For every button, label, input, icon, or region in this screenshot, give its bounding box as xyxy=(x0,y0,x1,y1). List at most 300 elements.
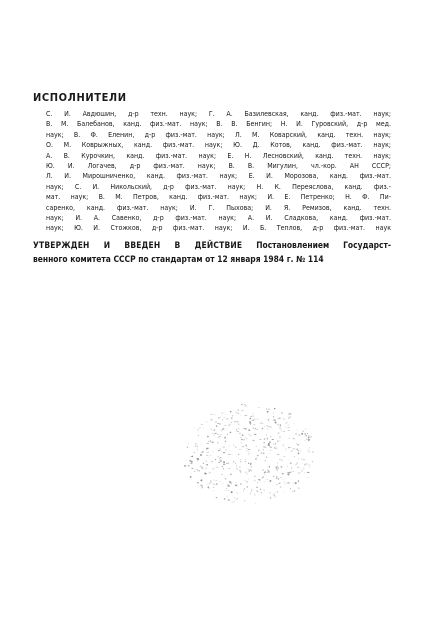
stamp-speck xyxy=(256,457,257,458)
stamp-speck xyxy=(263,442,264,443)
stamp-speck xyxy=(280,459,281,460)
stamp-speck xyxy=(210,441,211,442)
authors-line: наук; С. И. Никольский, д-р физ.-мат. наук; Н. К. Переяслова, канд. физ.- xyxy=(46,182,391,191)
stamp-speck xyxy=(293,438,294,439)
stamp-speck xyxy=(287,474,289,476)
stamp-speck xyxy=(246,448,247,449)
stamp-speck xyxy=(270,447,272,448)
stamp-speck xyxy=(239,428,240,429)
stamp-speck xyxy=(226,430,227,431)
stamp-speck xyxy=(255,459,257,460)
stamp-speck xyxy=(207,484,208,485)
authors-line: наук; Ю. И. Стожков, д-р физ.-мат. наук; И. Б. Теплов, д-р физ.-мат. наук xyxy=(46,224,391,233)
stamp-speck xyxy=(264,474,265,475)
stamp-speck xyxy=(250,493,251,494)
stamp-speck xyxy=(266,435,267,436)
stamp-speck xyxy=(236,468,238,470)
stamp-speck xyxy=(281,430,282,431)
stamp-speck xyxy=(219,482,221,483)
stamp-speck xyxy=(258,450,260,452)
stamp-speck xyxy=(221,430,222,431)
stamp-speck xyxy=(295,482,297,484)
stamp-speck xyxy=(310,436,312,438)
stamp-speck xyxy=(246,438,247,439)
stamp-speck xyxy=(240,471,241,472)
stamp-speck xyxy=(244,500,245,501)
stamp-speck xyxy=(255,428,257,429)
stamp-speck xyxy=(186,460,187,461)
stamp-speck xyxy=(216,425,218,427)
stamp-speck xyxy=(223,452,225,453)
stamp-speck xyxy=(197,429,198,430)
stamp-speck xyxy=(238,423,240,425)
stamp-speck xyxy=(225,478,227,480)
stamp-speck xyxy=(244,481,245,482)
stamp-speck xyxy=(275,497,277,498)
stamp-speck xyxy=(226,418,228,420)
stamp-speck xyxy=(276,476,277,477)
stamp-speck xyxy=(276,478,277,479)
stamp-speck xyxy=(277,462,278,463)
stamp-speck xyxy=(263,447,265,448)
stamp-speck xyxy=(226,414,227,415)
stamp-speck xyxy=(256,446,257,447)
stamp-speck xyxy=(246,473,247,474)
stamp-speck xyxy=(229,468,230,469)
stamp-speck xyxy=(295,449,296,450)
stamp-speck xyxy=(298,453,300,455)
stamp-speck xyxy=(264,471,266,473)
stamp-speck xyxy=(224,498,225,499)
approval-statement xyxy=(33,238,391,266)
stamp-speck xyxy=(226,463,227,464)
stamp-speck xyxy=(244,404,245,405)
stamp-speck xyxy=(238,454,239,455)
stamp-speck xyxy=(230,411,232,413)
stamp-speck xyxy=(197,449,198,450)
stamp-speck xyxy=(267,429,268,430)
stamp-speck xyxy=(249,470,250,471)
stamp-speck xyxy=(212,433,214,434)
authors-line: А. В. Курочкин, канд. физ.-мат. наук; Е. Н. Лесновский, канд. техн. наук; xyxy=(46,151,391,160)
stamp-speck xyxy=(213,451,214,452)
stamp-speck xyxy=(254,424,255,425)
stamp-speck xyxy=(224,443,225,444)
stamp-speck xyxy=(235,447,236,448)
stamp-speck xyxy=(228,454,230,455)
stamp-speck xyxy=(223,464,225,465)
stamp-speck xyxy=(190,463,192,464)
stamp-speck xyxy=(277,440,279,442)
stamp-speck xyxy=(218,434,219,435)
stamp-speck xyxy=(261,493,262,494)
stamp-speck xyxy=(264,426,265,427)
stamp-speck xyxy=(281,459,282,460)
stamp-speck xyxy=(249,421,251,423)
stamp-speck xyxy=(250,416,252,417)
authors-line: Л. И. Мирошниченко, канд. физ.-мат. наук; Е. И. Морозова, канд. физ.-мат. xyxy=(46,172,391,181)
stamp-speck xyxy=(194,471,195,472)
stamp-speck xyxy=(287,425,289,426)
stamp-speck xyxy=(218,456,219,457)
stamp-speck xyxy=(309,467,310,468)
stamp-speck xyxy=(240,461,242,463)
stamp-speck xyxy=(242,484,243,485)
stamp-speck xyxy=(189,460,190,461)
stamp-speck xyxy=(262,423,263,424)
stamp-speck xyxy=(251,463,252,464)
stamp-speck xyxy=(235,482,237,483)
stamp-speck xyxy=(257,429,258,430)
stamp-speck xyxy=(278,432,279,433)
stamp-speck xyxy=(219,458,220,459)
stamp-speck xyxy=(206,422,207,423)
stamp-speck xyxy=(250,435,251,436)
stamp-speck xyxy=(225,425,226,426)
stamp-speck xyxy=(269,483,270,484)
stamp-speck xyxy=(304,464,306,466)
stamp-speck xyxy=(276,446,277,447)
stamp-speck xyxy=(223,447,225,448)
stamp-speck xyxy=(214,435,215,436)
stamp-speck xyxy=(269,441,271,443)
stamp-speck xyxy=(276,469,278,471)
stamp-speck xyxy=(303,468,304,469)
stamp-speck xyxy=(197,482,199,483)
stamp-speck xyxy=(281,413,283,414)
stamp-speck xyxy=(276,448,278,449)
stamp-speck xyxy=(184,465,186,467)
stamp-speck xyxy=(211,419,213,421)
stamp-speck xyxy=(192,468,193,469)
stamp-speck xyxy=(265,460,266,461)
stamp-speck xyxy=(253,413,254,414)
stamp-speck xyxy=(234,490,235,491)
stamp-speck xyxy=(270,426,272,428)
stamp-speck xyxy=(200,466,202,467)
stamp-speck xyxy=(301,433,303,435)
authors-line: Ю. И. Логачев, д-р физ.-мат. наук; В. В. Мигулин, чл.-кор. АН СССР; xyxy=(46,161,391,170)
stamp-speck xyxy=(283,431,285,432)
approval-line: венного комитета СССР по стандартам от 12 января 1984 г. № 114 xyxy=(33,254,324,264)
stamp-speck xyxy=(293,471,294,472)
stamp-speck xyxy=(264,481,265,482)
stamp-speck xyxy=(258,479,260,480)
stamp-speck xyxy=(278,468,279,469)
stamp-speck xyxy=(257,455,258,456)
stamp-speck xyxy=(307,433,308,434)
stamp-speck xyxy=(306,438,308,440)
stamp-speck xyxy=(205,469,206,470)
stamp-speck xyxy=(236,493,238,494)
stamp-speck xyxy=(287,466,288,467)
authors-list xyxy=(46,109,391,234)
stamp-speck xyxy=(263,449,264,450)
stamp-speck xyxy=(298,488,299,489)
stamp-speck xyxy=(266,408,267,409)
stamp-speck xyxy=(288,430,290,431)
stamp-speck xyxy=(290,413,292,414)
stamp-speck xyxy=(221,451,222,452)
stamp-speck xyxy=(263,470,264,471)
stamp-speck xyxy=(215,433,216,434)
stamp-speck xyxy=(232,415,233,416)
stamp-speck xyxy=(277,492,278,493)
stamp-speck xyxy=(300,451,301,452)
stamp-speck xyxy=(305,428,306,429)
stamp-speck xyxy=(270,450,271,451)
stamp-speck xyxy=(243,428,245,429)
stamp-speck xyxy=(290,462,292,464)
stamp-speck xyxy=(254,434,256,435)
stamp-speck xyxy=(291,468,292,469)
stamp-speck xyxy=(202,487,203,488)
stamp-speck xyxy=(279,437,281,438)
stamp-speck xyxy=(299,434,301,436)
stamp-speck xyxy=(241,404,242,405)
stamp-speck xyxy=(281,466,283,468)
stamp-speck xyxy=(225,441,226,442)
stamp-speck xyxy=(293,448,295,449)
stamp-speck xyxy=(286,449,287,450)
stamp-speck xyxy=(206,455,208,456)
stamp-speck xyxy=(283,456,285,457)
stamp-speck xyxy=(223,417,225,419)
stamp-speck xyxy=(211,429,212,430)
stamp-speck xyxy=(254,475,255,476)
stamp-speck xyxy=(233,461,234,462)
stamp-speck xyxy=(241,437,242,438)
stamp-speck xyxy=(280,424,282,426)
stamp-speck xyxy=(251,489,252,490)
stamp-speck xyxy=(265,447,266,448)
stamp-speck xyxy=(277,466,278,467)
authors-line: С. И. Авдюшин, д-р техн. наук; Г. А. Базилевская, канд. физ.-мат. наук; xyxy=(46,110,391,118)
authors-line: наук; В. Ф. Еленин, д-р физ.-мат. наук; Л. М. Коварский, канд. техн. наук; xyxy=(46,130,391,139)
stamp-speck xyxy=(210,455,211,456)
stamp-speck xyxy=(197,459,199,460)
stamp-speck xyxy=(225,450,227,451)
stamp-speck xyxy=(260,439,262,440)
stamp-speck xyxy=(273,416,274,417)
stamp-speck xyxy=(298,450,300,451)
stamp-speck xyxy=(274,408,275,409)
stamp-speck xyxy=(263,452,265,454)
stamp-speck xyxy=(277,433,278,434)
stamp-speck xyxy=(257,419,258,420)
stamp-speck xyxy=(199,477,200,478)
stamp-speck xyxy=(277,424,278,425)
stamp-speck xyxy=(285,423,286,424)
stamp-speck xyxy=(279,428,281,429)
stamp-speck xyxy=(246,450,247,451)
stamp-speck xyxy=(233,445,234,446)
stamp-speck xyxy=(257,418,258,419)
stamp-speck xyxy=(236,485,237,486)
stamp-speck xyxy=(215,414,216,415)
stamp-speck xyxy=(222,415,223,416)
stamp-speck xyxy=(270,497,271,498)
stamp-speck xyxy=(216,480,217,481)
stamp-speck xyxy=(207,452,209,453)
stamp-speck xyxy=(266,437,267,438)
stamp-speck xyxy=(283,446,284,447)
stamp-speck xyxy=(296,464,297,465)
stamp-speck xyxy=(283,419,285,420)
stamp-speck xyxy=(236,422,238,423)
stamp-speck xyxy=(203,463,204,464)
stamp-speck xyxy=(308,437,310,439)
stamp-speck xyxy=(223,428,225,430)
stamp-speck xyxy=(195,443,197,444)
stamp-speck xyxy=(288,413,290,414)
stamp-speck xyxy=(249,469,251,470)
stamp-speck xyxy=(297,444,298,445)
stamp-speck xyxy=(280,477,282,478)
stamp-speck xyxy=(267,470,268,471)
stamp-speck xyxy=(306,463,307,464)
stamp-speck xyxy=(228,462,230,464)
stamp-speck xyxy=(283,491,284,492)
stamp-speck xyxy=(294,423,295,424)
stamp-speck xyxy=(199,427,201,429)
stamp-speck xyxy=(285,484,286,485)
stamp-speck xyxy=(195,445,197,447)
stamp-speck xyxy=(238,413,239,414)
stamp-speck xyxy=(236,412,237,413)
stamp-speck xyxy=(196,458,198,459)
stamp-speck xyxy=(227,496,228,497)
stamp-speck xyxy=(273,420,275,421)
stamp-speck xyxy=(254,494,256,496)
stamp-speck xyxy=(221,474,222,475)
stamp-speck xyxy=(234,421,235,422)
stamp-speck xyxy=(200,479,202,481)
stamp-speck xyxy=(248,478,249,479)
stamp-speck xyxy=(268,426,270,427)
stamp-speck xyxy=(267,411,269,413)
stamp-speck xyxy=(230,454,231,455)
stamp-speck xyxy=(312,451,313,452)
stamp-speck xyxy=(305,472,306,473)
stamp-speck xyxy=(272,439,274,440)
stamp-speck xyxy=(286,422,287,423)
stamp-speck xyxy=(242,434,244,436)
stamp-speck xyxy=(245,416,247,417)
stamp-speck xyxy=(207,486,209,488)
faded-stamp-icon xyxy=(178,398,322,510)
stamp-speck xyxy=(296,449,298,451)
stamp-speck xyxy=(274,447,275,448)
stamp-speck xyxy=(242,446,243,447)
stamp-speck xyxy=(298,472,300,473)
stamp-speck xyxy=(213,468,214,469)
stamp-speck xyxy=(261,494,262,495)
stamp-speck xyxy=(277,463,278,464)
stamp-speck xyxy=(247,486,248,487)
stamp-speck xyxy=(288,418,289,419)
stamp-speck xyxy=(251,471,252,472)
stamp-speck xyxy=(232,454,233,455)
stamp-speck xyxy=(220,434,221,435)
stamp-speck xyxy=(246,472,247,473)
stamp-speck xyxy=(184,441,185,442)
stamp-speck xyxy=(218,418,219,419)
stamp-speck xyxy=(268,445,270,446)
stamp-speck xyxy=(240,484,241,485)
stamp-speck xyxy=(301,470,302,471)
stamp-speck xyxy=(198,470,200,472)
stamp-speck xyxy=(222,474,223,475)
stamp-speck xyxy=(222,419,223,420)
stamp-speck xyxy=(194,452,196,453)
stamp-speck xyxy=(228,425,229,426)
stamp-speck xyxy=(289,438,290,439)
stamp-speck xyxy=(245,459,247,460)
stamp-speck xyxy=(209,484,210,485)
authors-line: саренко, канд. физ.-мат. наук; И. Г. Пыхова; И. Я. Ремизов, канд. техн. xyxy=(46,203,391,212)
stamp-speck xyxy=(244,488,245,489)
stamp-speck xyxy=(251,491,252,492)
stamp-speck xyxy=(309,447,310,448)
stamp-speck xyxy=(245,419,246,420)
stamp-speck xyxy=(191,461,193,463)
stamp-speck xyxy=(261,422,262,423)
stamp-speck xyxy=(276,466,278,468)
stamp-speck xyxy=(260,489,261,490)
stamp-speck xyxy=(224,437,226,439)
stamp-speck xyxy=(297,430,298,431)
stamp-speck xyxy=(220,457,221,458)
stamp-speck xyxy=(269,466,271,468)
stamp-speck xyxy=(248,463,249,464)
stamp-speck xyxy=(243,439,244,440)
stamp-speck xyxy=(308,449,309,450)
stamp-speck xyxy=(262,477,263,478)
stamp-speck xyxy=(218,450,219,451)
stamp-speck xyxy=(240,459,241,460)
stamp-speck xyxy=(248,434,249,435)
stamp-speck xyxy=(273,476,275,478)
stamp-speck xyxy=(239,433,241,435)
stamp-speck xyxy=(261,452,262,453)
stamp-speck xyxy=(231,474,232,475)
stamp-speck xyxy=(308,452,310,453)
stamp-speck xyxy=(275,443,276,444)
stamp-speck xyxy=(298,480,300,482)
stamp-speck xyxy=(294,456,295,457)
stamp-speck xyxy=(228,490,229,491)
stamp-speck xyxy=(269,480,271,482)
stamp-speck xyxy=(188,443,189,444)
stamp-speck xyxy=(201,424,203,425)
stamp-speck xyxy=(239,470,241,471)
stamp-speck xyxy=(268,409,270,410)
stamp-speck xyxy=(250,418,251,419)
stamp-speck xyxy=(221,430,222,431)
stamp-speck xyxy=(237,431,239,432)
stamp-speck xyxy=(216,467,218,468)
stamp-speck xyxy=(211,414,213,415)
stamp-speck xyxy=(305,435,307,437)
stamp-speck xyxy=(289,416,290,417)
approval-caps-lead: УТВЕРЖДЕН И ВВЕДЕН В ДЕЙСТВИЕ xyxy=(33,240,243,250)
approval-line1-rest: Постановлением Государст- xyxy=(256,240,391,250)
approval-line xyxy=(33,238,391,252)
stamp-speck xyxy=(245,437,246,438)
stamp-speck xyxy=(206,468,207,469)
authors-line: О. М. Коврыжных, канд. физ.-мат. наук; Ю. Д. Котов, канд. физ.-мат. наук; xyxy=(46,141,391,150)
